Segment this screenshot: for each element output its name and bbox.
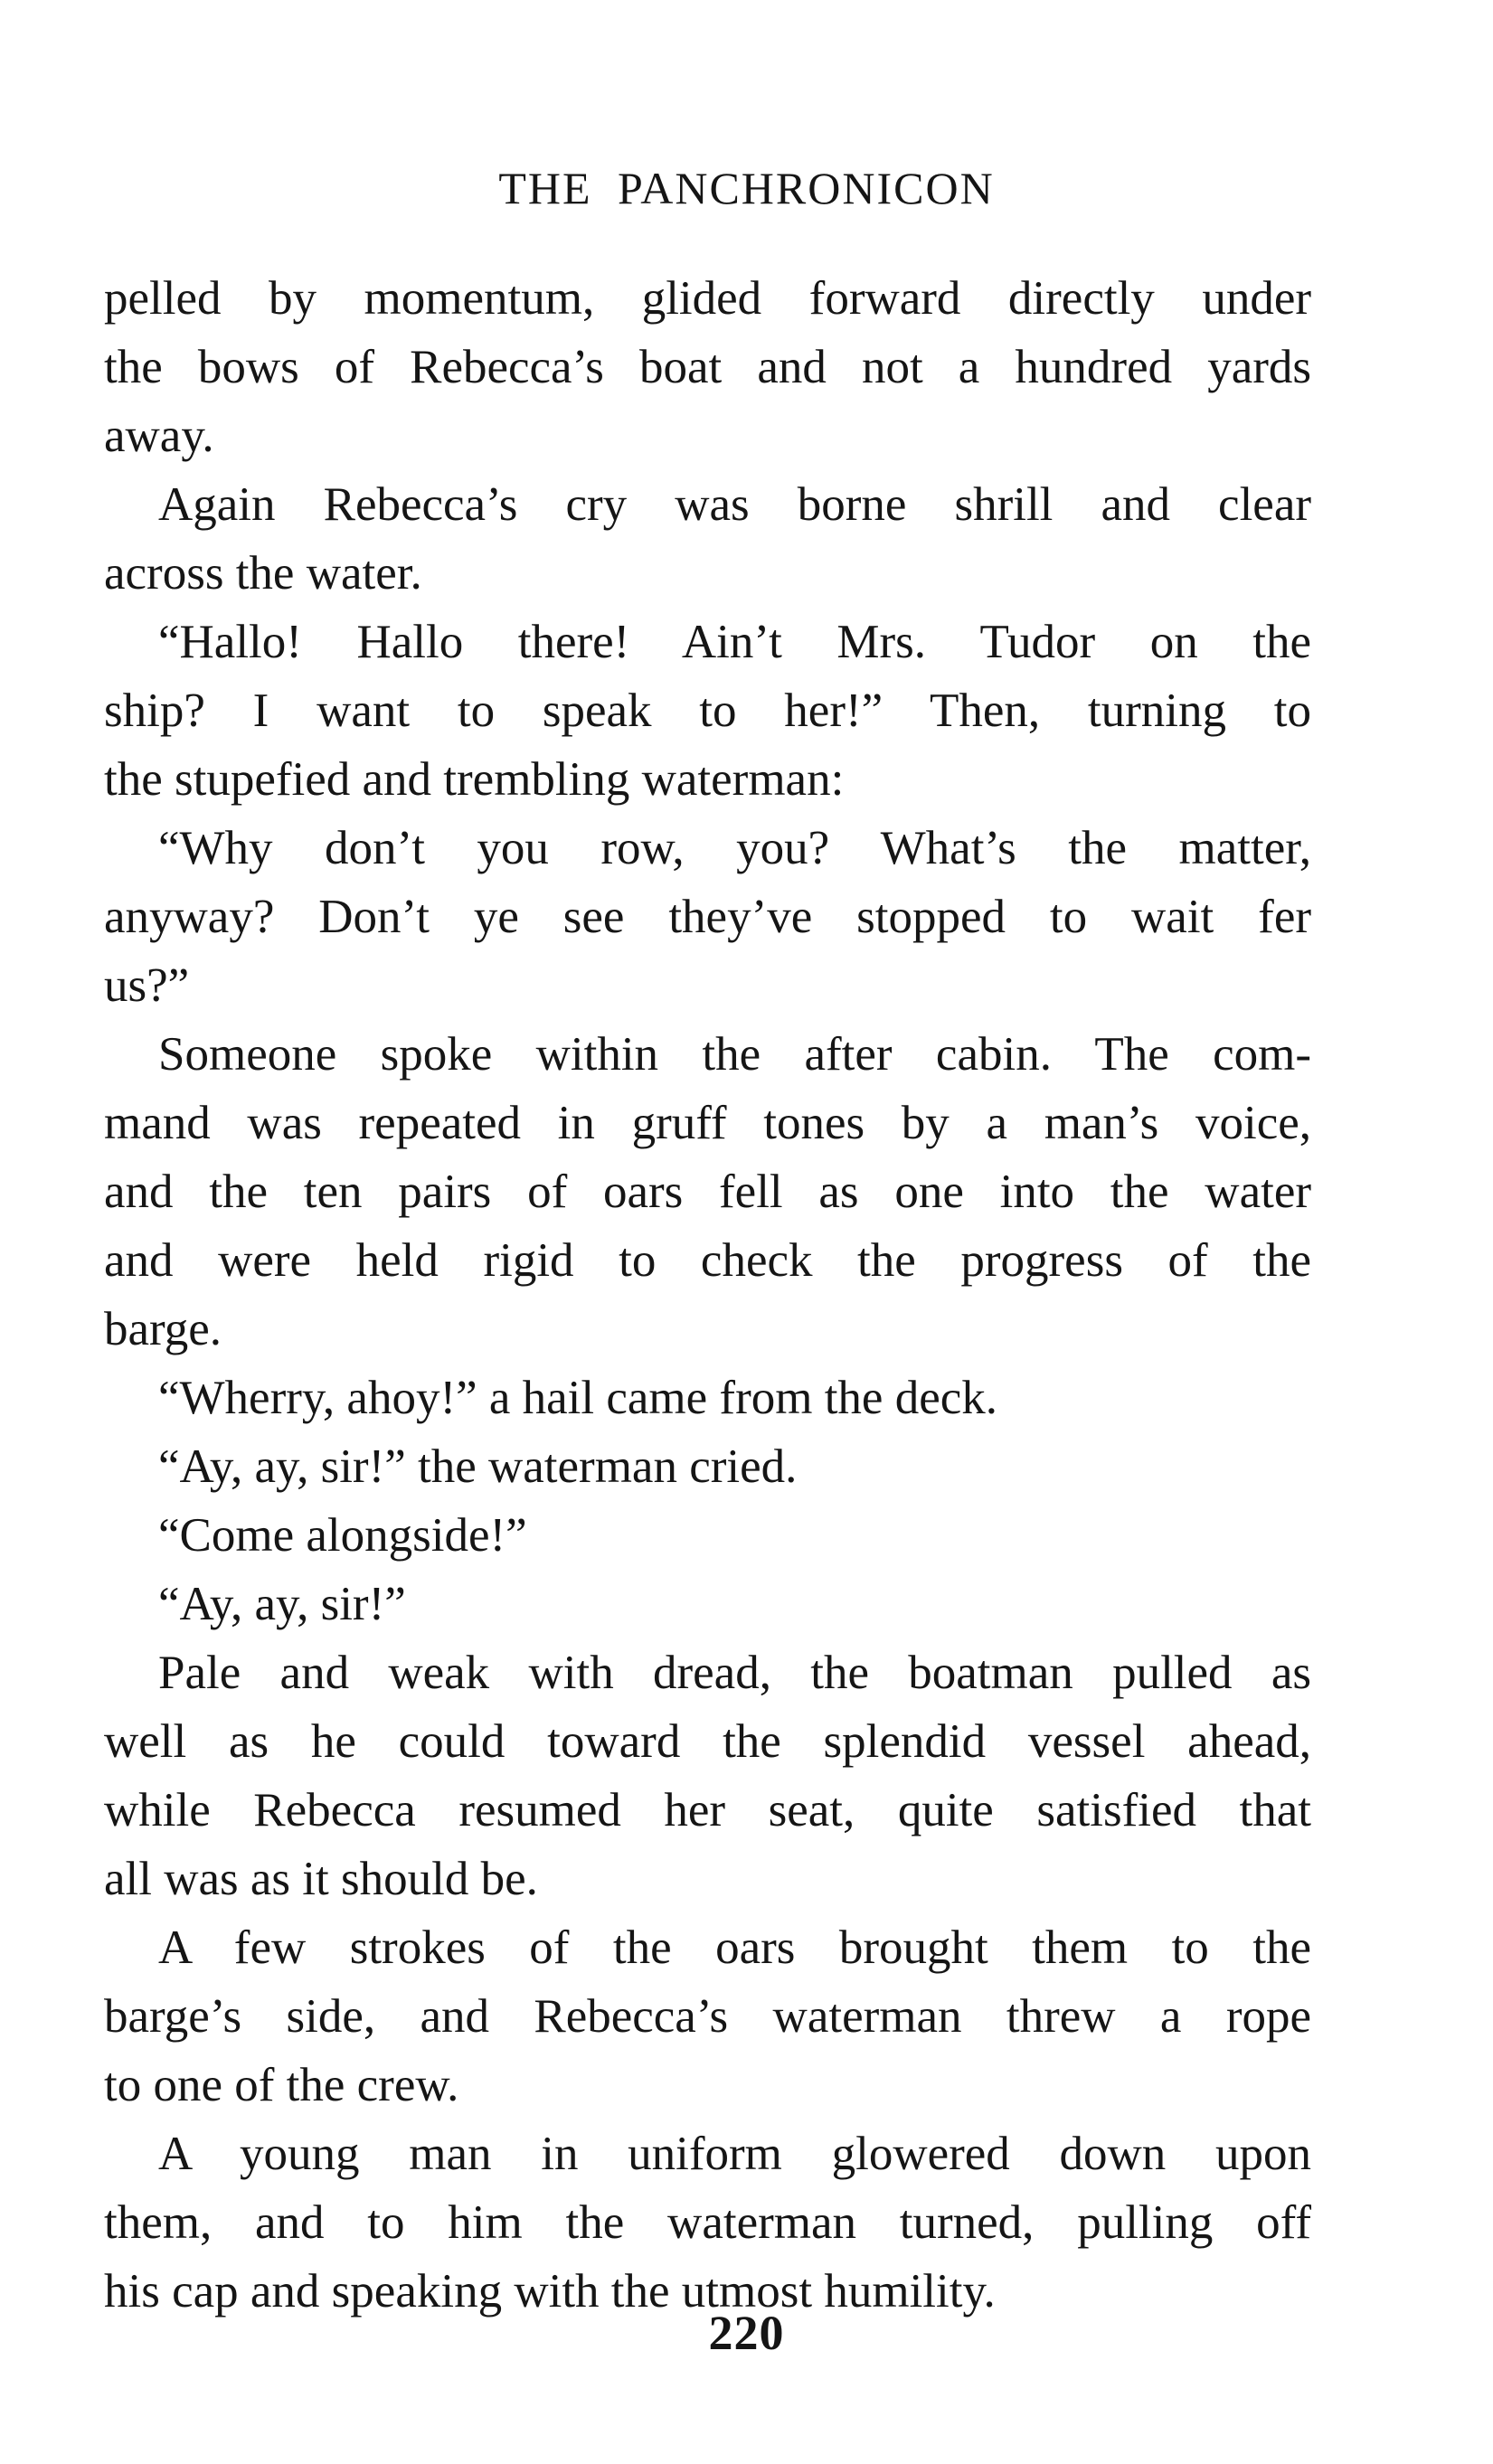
text-line: while Rebecca resumed her seat, quite satisfied that [104, 1784, 1311, 1836]
text-line: pelled by momentum, glided forward directly under [104, 272, 1311, 325]
text-line: A young man in uniform glowered down upon [158, 2128, 1311, 2180]
text-line: to one of the crew. [104, 2059, 459, 2111]
text-line: the stupefied and trembling waterman: [104, 753, 845, 806]
text-line: Pale and weak with dread, the boatman pulled as [158, 1647, 1311, 1699]
text-line: away. [104, 410, 214, 462]
text-line: Again Rebecca’s cry was borne shrill and clear [158, 478, 1311, 531]
text-line: across the water. [104, 547, 422, 599]
text-line: “Ay, ay, sir!” the waterman cried. [158, 1440, 798, 1493]
running-head: THE PANCHRONICON [498, 163, 995, 213]
text-line: mand was repeated in gruff tones by a man’s voice, [104, 1097, 1311, 1149]
text-line: his cap and speaking with the utmost humility. [104, 2265, 996, 2318]
text-line: “Ay, ay, sir!” [158, 1578, 406, 1630]
text-line: “Why don’t you row, you? What’s the matter, [158, 822, 1311, 874]
text-line: the bows of Rebecca’s boat and not a hundred yards [104, 341, 1311, 393]
text-line: Someone spoke within the after cabin. The com- [158, 1028, 1311, 1081]
text-line: “Hallo! Hallo there! Ain’t Mrs. Tudor on the [158, 616, 1311, 668]
text-line: barge’s side, and Rebecca’s waterman threw a rope [104, 1990, 1311, 2043]
text-line: well as he could toward the splendid vessel ahead, [104, 1715, 1311, 1768]
text-line: ship? I want to speak to her!” Then, turning to [104, 684, 1311, 737]
text-line: and were held rigid to check the progress of the [104, 1234, 1311, 1287]
text-line: “Come alongside!” [158, 1509, 527, 1562]
text-line: barge. [104, 1303, 222, 1355]
text-line: them, and to him the waterman turned, pulling off [104, 2196, 1311, 2249]
text-line: us?” [104, 959, 190, 1012]
text-line: A few strokes of the oars brought them to the [158, 1921, 1311, 1974]
text-line: anyway? Don’t ye see they’ve stopped to wait fer [104, 891, 1311, 943]
page-number: 220 [708, 2306, 785, 2360]
text-line: and the ten pairs of oars fell as one into the water [104, 1166, 1311, 1218]
body-text [104, 264, 1311, 2326]
text-line: all was as it should be. [104, 1853, 538, 1905]
text-line: “Wherry, ahoy!” a hail came from the deck. [158, 1372, 997, 1424]
